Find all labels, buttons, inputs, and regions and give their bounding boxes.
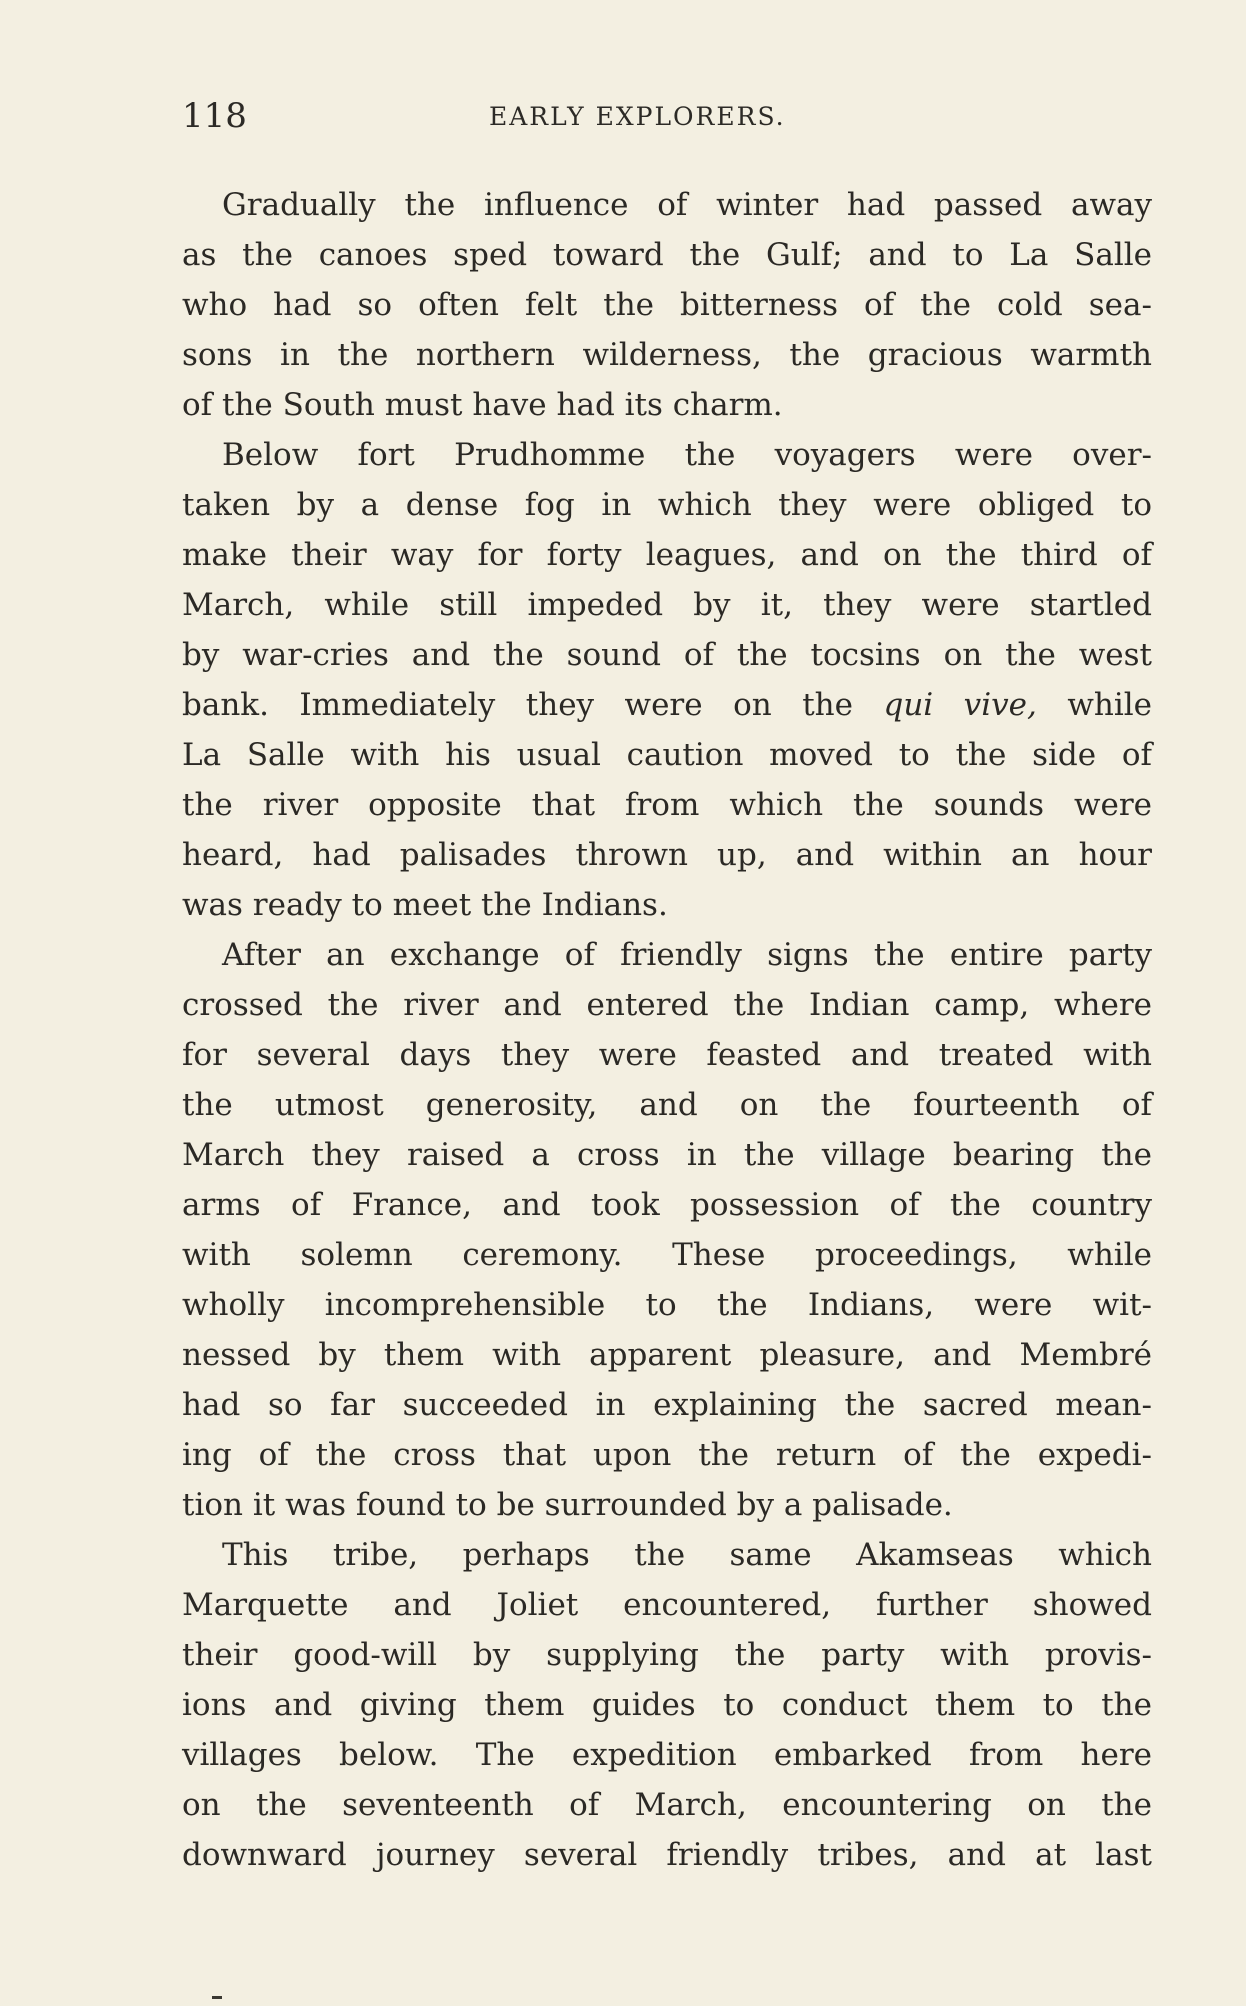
text-line: crossed the river and entered the Indian camp, where	[182, 987, 1152, 1023]
text-line: taken by a dense fog in which they were obliged to	[182, 487, 1152, 523]
text-line: make their way for forty leagues, and on the third of	[182, 537, 1152, 573]
text-line: sons in the northern wilderness, the gracious warmth	[182, 337, 1152, 373]
ink-speck	[212, 1996, 222, 1999]
text-line: as the canoes sped toward the Gulf; and to La Salle	[182, 237, 1152, 273]
text-line: March they raised a cross in the village bearing the	[182, 1137, 1152, 1173]
text-line: Marquette and Joliet encountered, further showed	[182, 1587, 1152, 1623]
text-segment: while	[1036, 687, 1152, 723]
text-line: La Salle with his usual caution moved to the side of	[182, 737, 1152, 773]
text-line: March, while still impeded by it, they were startled	[182, 587, 1152, 623]
body-text	[182, 180, 1152, 1880]
text-line: Below fort Prudhomme the voyagers were over-	[222, 437, 1152, 473]
text-line: for several days they were feasted and treated with	[182, 1037, 1152, 1073]
text-line: on the seventeenth of March, encountering on the	[182, 1787, 1152, 1823]
text-line: the river opposite that from which the sounds were	[182, 787, 1152, 823]
text-line: This tribe, perhaps the same Akamseas which	[222, 1537, 1152, 1573]
text-line: ing of the cross that upon the return of the expedi-	[182, 1437, 1152, 1473]
text-line: their good-will by supplying the party with provis-	[182, 1637, 1152, 1673]
page-number: 118	[182, 96, 247, 136]
italic-phrase: qui vive,	[883, 687, 1037, 723]
text-line: was ready to meet the Indians.	[182, 887, 668, 923]
text-line: who had so often felt the bitterness of the cold sea-	[182, 287, 1152, 323]
text-segment: bank. Immediately they were on the	[182, 687, 884, 723]
text-line: Gradually the influence of winter had passed away	[222, 187, 1152, 223]
text-line: wholly incomprehensible to the Indians, were wit-	[182, 1287, 1152, 1323]
text-line: of the South must have had its charm.	[182, 387, 783, 423]
text-line: with solemn ceremony. These proceedings, while	[182, 1237, 1152, 1273]
text-line: villages below. The expedition embarked from here	[182, 1737, 1152, 1773]
text-line: tion it was found to be surrounded by a palisade.	[182, 1487, 953, 1523]
text-line: arms of France, and took possession of the country	[182, 1187, 1152, 1223]
text-line: had so far succeeded in explaining the sacred mean-	[182, 1387, 1152, 1423]
text-line: the utmost generosity, and on the fourteenth of	[182, 1087, 1152, 1123]
text-line: nessed by them with apparent pleasure, and Membré	[182, 1337, 1152, 1373]
text-line-with-italic	[182, 680, 1152, 730]
text-line: downward journey several friendly tribes, and at last	[182, 1837, 1152, 1873]
page-header	[182, 96, 1152, 136]
text-line: heard, had palisades thrown up, and within an hour	[182, 837, 1152, 873]
text-line: ions and giving them guides to conduct them to the	[182, 1687, 1152, 1723]
running-title: EARLY EXPLORERS.	[489, 102, 786, 131]
text-line: by war-cries and the sound of the tocsins on the west	[182, 637, 1152, 673]
text-line: After an exchange of friendly signs the entire party	[222, 937, 1152, 973]
